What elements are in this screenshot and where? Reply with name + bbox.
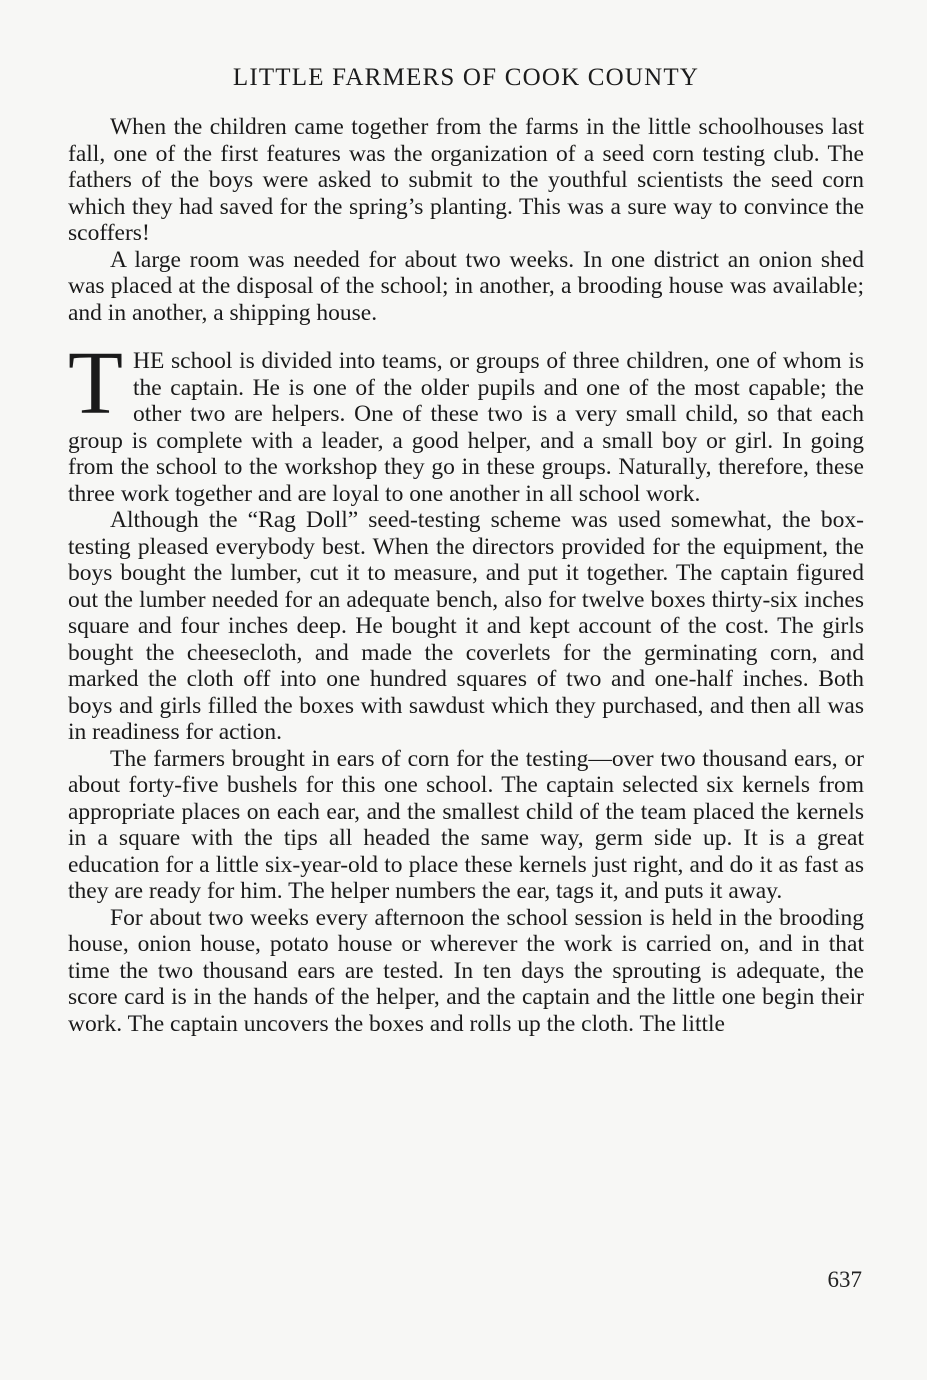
page-content [68, 64, 864, 1037]
running-title: LITTLE FARMERS OF COOK COUNTY [232, 64, 700, 91]
paragraph-4: Although the “Rag Doll” seed-testing scheme was used somewhat, the box-testing pleased everybody best. When the directors provided for the equipment, the boys bought the lumber, cut it to measure, and put it together. The captain figured out the lumber needed for an adequate bench, also for twelve boxes thirty-six inches square and four inches deep. He bought it and kept account of the cost. The girls bought the cheesecloth, and made the coverlets for the germinating corn, and marked the cloth off into one hundred squares of two and one-half inches. Both boys and girls filled the boxes with sawdust which they purchased, and then all was in readiness for action. [68, 507, 864, 745]
paragraph-1: When the children came together from the farms in the little schoolhouses last fall, one of the first features was the organization of a seed corn testing club. The fathers of the boys were asked to submit to the youthful scientists the seed corn which they had saved for the spring’s planting. This was a sure way to convince the scoffers! [68, 114, 864, 246]
drop-cap: T [68, 334, 123, 433]
paragraph-5: The farmers brought in ears of corn for the testing—over two thousand ears, or about forty-five bushels for this one school. The captain selected six kernels from appropriate places on each ear, and the smallest child of the team placed the kernels in a square with the tips all headed the same way, germ side up. It is a great education for a little six-year-old to place these kernels just right, and do it as fast as they are ready for him. The helper numbers the ear, tags it, and puts it away. [68, 745, 864, 904]
page-number: 637 [827, 1267, 862, 1292]
paragraph-3 [68, 334, 864, 507]
paragraph-2: A large room was needed for about two weeks. In one district an onion shed was placed at the disposal of the school; in another, a brooding house was available; and in another, a shipping house. [68, 246, 864, 326]
paragraph-6: For about two weeks every afternoon the school session is held in the brooding house, onion house, potato house or wherever the work is carried on, and in that time the two thousand ears are tested. In ten days the sprouting is adequate, the score card is in the hands of the helper, and the captain and the little one begin their work. The captain uncovers the boxes and rolls up the cloth. The little [68, 904, 864, 1037]
paragraph-3-text: HE school is divided into teams, or groups of three children, one of whom is the captain. He is one of the older pupils and one of the most capable; the other two are helpers. One of these two is a very small child, so that each group is complete with a leader, a good helper, and a small boy or girl. In going from the school to the workshop they go in these groups. Naturally, therefore, these three work together and are loyal to one another in all school work. [68, 348, 864, 507]
